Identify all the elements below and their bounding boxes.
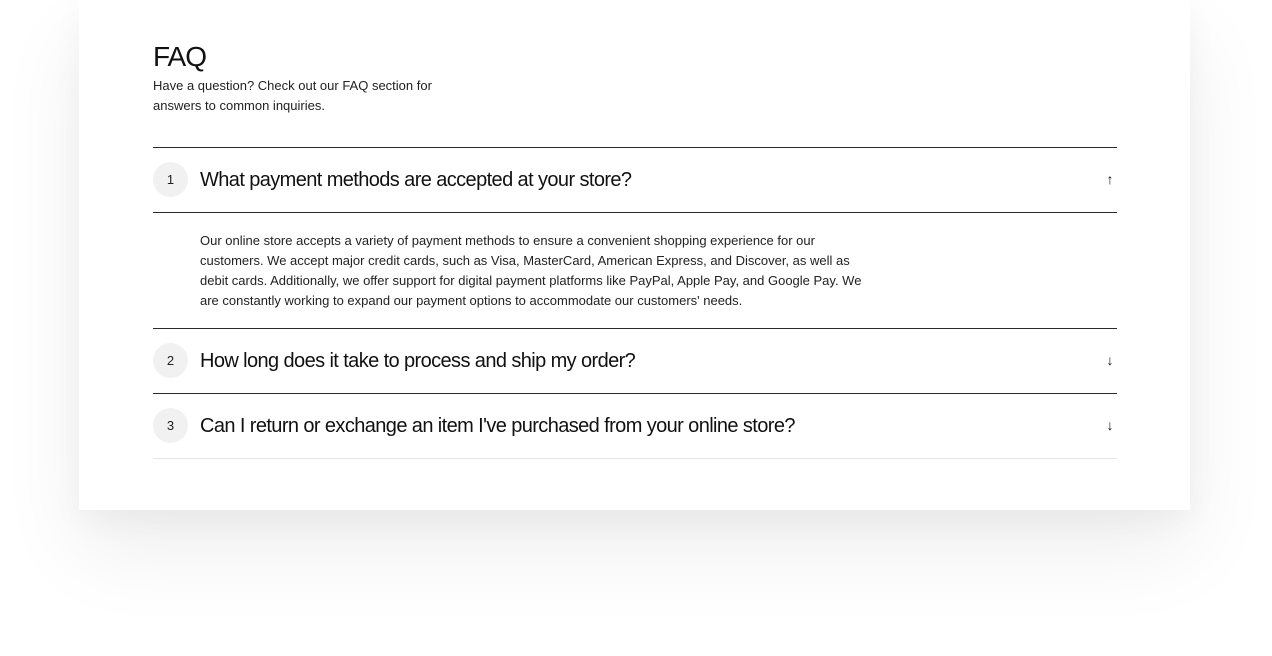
faq-question: How long does it take to process and ship my order?	[200, 350, 636, 372]
faq-answer-text: Our online store accepts a variety of payment methods to ensure a convenient shopping experience for our customers. We accept major credit cards, such as Visa, MasterCard, American Express, and Discover, as well as debit cards. Additionally, we offer support for digital payment platforms like PayPal, Apple Pay, and Google Pay. We are constantly working to expand our payment options to accommodate our customers' needs.	[200, 233, 862, 308]
faq-item-1-header[interactable]	[153, 148, 1117, 213]
faq-subtitle: Have a question? Check out our FAQ section for answers to common inquiries.	[153, 78, 432, 113]
faq-list	[153, 147, 1117, 459]
faq-item-3-header[interactable]	[153, 394, 1117, 459]
faq-question: Can I return or exchange an item I've purchased from your online store?	[200, 415, 795, 437]
faq-item-1-answer	[153, 213, 1117, 329]
faq-item-number: 2	[153, 343, 188, 378]
faq-item-number: 1	[153, 162, 188, 197]
faq-item-2-header[interactable]	[153, 329, 1117, 394]
faq-item-number: 3	[153, 408, 188, 443]
arrow-up-icon[interactable]: ↑	[1106, 171, 1114, 187]
faq-question: What payment methods are accepted at your store?	[200, 169, 632, 191]
faq-card	[79, 0, 1190, 510]
faq-title: FAQ	[153, 41, 207, 72]
arrow-down-icon[interactable]: ↓	[1106, 417, 1114, 433]
arrow-down-icon[interactable]: ↓	[1106, 352, 1114, 368]
